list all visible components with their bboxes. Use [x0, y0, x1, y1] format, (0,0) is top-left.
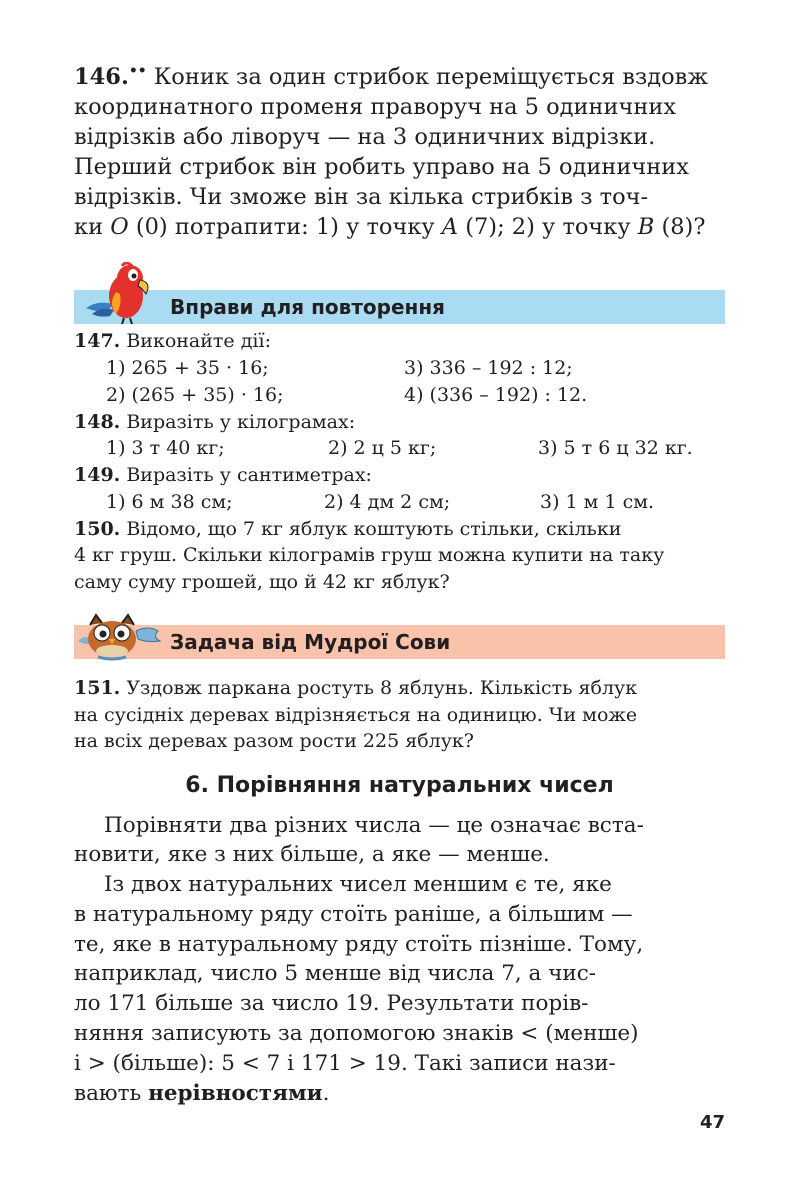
problem-148-row	[74, 435, 725, 462]
problem-147-row-2	[74, 382, 725, 409]
banner-label: Задача від Мудрої Сови	[170, 630, 451, 654]
text-line: і > (більше): 5 < 7 і 171 > 19. Такі записи нази-	[74, 1050, 616, 1076]
problem-149	[74, 462, 725, 516]
point-a: A	[441, 214, 459, 240]
banner-wise-owl-problem	[74, 625, 725, 659]
text-span: Виразіть у сантиметрах:	[120, 464, 372, 486]
expression: 1) 6 м 38 см;	[106, 490, 233, 513]
problem-148-header	[74, 409, 725, 436]
text-span: Уздовж паркана ростуть 8 яблунь. Кількість яблук	[120, 677, 638, 699]
textbook-page	[74, 56, 725, 1108]
difficulty-mark: ••	[128, 63, 147, 79]
parrot-icon	[78, 262, 158, 324]
section-title: 6. Порівняння натуральних чисел	[185, 772, 614, 798]
problem-147	[74, 328, 725, 409]
text-line: 4 кг груш. Скільки кілограмів груш можна купити на таку	[74, 544, 665, 566]
term-inequalities: нерівностями	[148, 1080, 323, 1106]
text-line: відрізків або ліворуч — на 3 одиничних відрізки.	[74, 124, 656, 150]
text-line: няння записують за допомогою знаків < (менше)	[74, 1021, 639, 1047]
text-span: Виразіть у кілограмах:	[120, 410, 356, 433]
point-o: O	[110, 214, 129, 240]
text-line: наприклад, число 5 менше від числа 7, а чис-	[74, 961, 597, 987]
owl-icon	[76, 611, 166, 661]
problem-151	[74, 675, 725, 755]
text-line: Із двох натуральних чисел меншим є те, яке	[104, 872, 612, 898]
text-line: на сусідніх деревах відрізняється на одиницю. Чи може	[74, 703, 638, 726]
paragraph-1	[74, 811, 725, 871]
banner-label: Вправи для повторення	[170, 295, 446, 319]
text-line: ло 171 більше за число 19. Результати порів-	[74, 991, 589, 1017]
text-line: координатного променя праворуч на 5 одиничних	[74, 94, 677, 120]
banner-review-exercises	[74, 290, 725, 324]
expression: 1) 3 т 40 кг;	[106, 437, 225, 459]
text-line: Порівняти два різних числа — це означає вста-	[104, 812, 644, 838]
problem-number: 148.	[74, 410, 121, 433]
paragraph-2	[74, 870, 725, 1108]
problem-147-row-1	[74, 355, 725, 382]
page-number: 47	[699, 1112, 725, 1133]
point-b: B	[637, 214, 655, 240]
text-line	[74, 516, 725, 543]
expression: 3) 336 – 192 : 12;	[404, 356, 573, 379]
text-line	[74, 212, 725, 242]
text-line: саму суму грошей, що й 42 кг яблук?	[74, 570, 450, 593]
text-line: відрізків. Чи зможе він за кілька стрибків з точ-	[74, 184, 649, 210]
text-line: Коник за один стрибок переміщується вздовж	[153, 64, 709, 90]
text-span: .	[322, 1080, 330, 1106]
problem-number: 150.	[74, 517, 121, 540]
text-line: Перший стрибок він робить управо на 5 одиничних	[74, 154, 689, 180]
problem-149-row	[74, 489, 725, 516]
text-span: Відомо, що 7 кг яблук коштують стільки, скільки	[120, 517, 622, 540]
problem-150	[74, 516, 725, 596]
text-line	[74, 1079, 725, 1109]
problem-number: 151.	[74, 677, 121, 699]
expression: 2) (265 + 35) · 16;	[106, 383, 284, 406]
problem-146-line-1	[74, 56, 725, 92]
text-span: (7); 2) у точку	[458, 214, 638, 240]
text-span: (8)?	[654, 214, 706, 240]
problem-148	[74, 409, 725, 463]
expression: 2) 2 ц 5 кг;	[328, 437, 437, 459]
problem-number: 147.	[74, 330, 121, 352]
text-span: ки	[74, 214, 111, 240]
expression: 2) 4 дм 2 см;	[324, 490, 451, 513]
text-span: (0) потрапити: 1) у точку	[128, 214, 442, 240]
problem-147-header	[74, 328, 725, 355]
text-line	[74, 675, 725, 702]
text-line: новити, яке з них більше, а яке — менше.	[74, 842, 550, 868]
text-line: в натуральному ряду стоїть раніше, а більшим —	[74, 901, 633, 927]
problem-number: 149.	[74, 464, 121, 486]
text-span: Виконайте дії:	[120, 330, 271, 352]
text-span: вають	[74, 1080, 149, 1106]
expression: 3) 5 т 6 ц 32 кг.	[538, 437, 693, 459]
text-line: на всіх деревах разом рости 225 яблук?	[74, 730, 474, 752]
expression: 4) (336 – 192) : 12.	[404, 383, 588, 406]
problem-149-header	[74, 462, 725, 489]
problem-146	[74, 56, 725, 242]
text-line: те, яке в натуральному ряду стоїть пізніше. Тому,	[74, 931, 644, 957]
problem-number: 146.	[74, 64, 129, 90]
expression: 1) 265 + 35 · 16;	[106, 356, 269, 379]
expression: 3) 1 м 1 см.	[540, 490, 655, 513]
